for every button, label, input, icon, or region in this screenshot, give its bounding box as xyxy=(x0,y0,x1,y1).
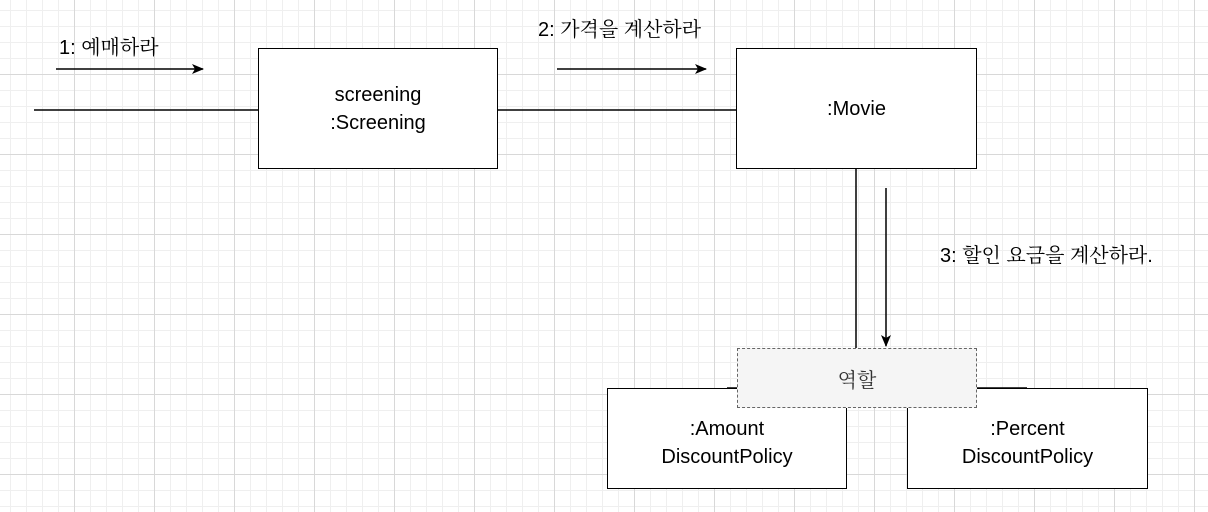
movie-object-label: :Movie xyxy=(827,97,886,120)
screening-object[interactable] xyxy=(258,48,498,169)
screening-object-type: :Screening xyxy=(330,111,426,134)
percent-policy-line-2: DiscountPolicy xyxy=(961,445,1094,468)
role-label: 역할 xyxy=(837,369,877,392)
message-label-1: 1: 예매하라 xyxy=(59,37,159,59)
message-label-3: 3: 할인 요금을 계산하라. xyxy=(940,245,1153,267)
amount-policy-line-2: DiscountPolicy xyxy=(661,445,793,468)
movie-object[interactable] xyxy=(736,48,977,169)
amount-policy-line-1: :Amount xyxy=(689,417,765,440)
screening-object-name: screening xyxy=(334,83,422,106)
percent-policy-line-1: :Percent xyxy=(990,417,1065,440)
message-label-2: 2: 가격을 계산하라 xyxy=(538,19,702,41)
role-box[interactable] xyxy=(737,348,977,408)
